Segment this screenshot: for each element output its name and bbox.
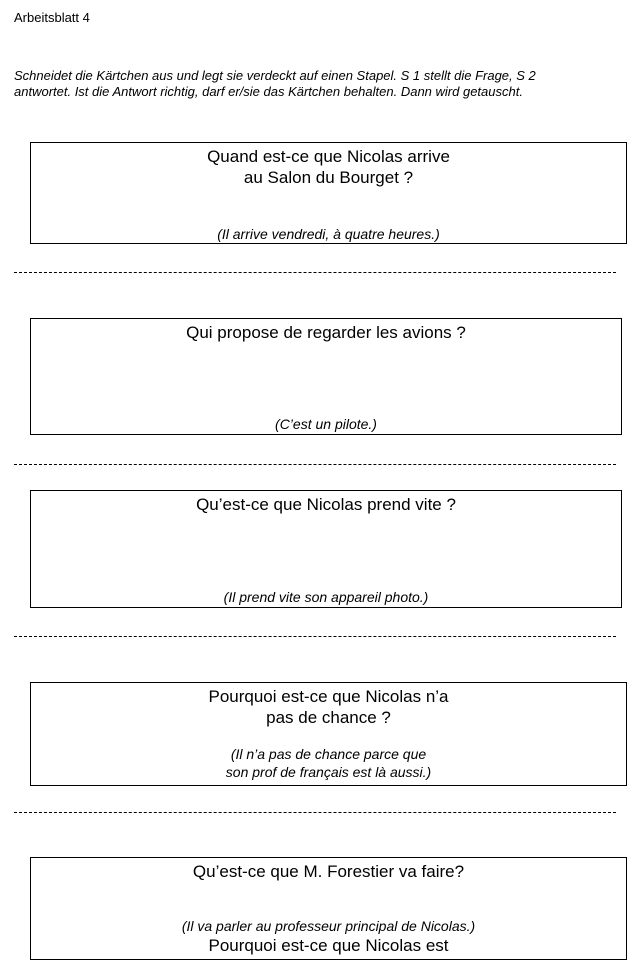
question-card-2 [30, 318, 622, 435]
question-line: pas de chance ? [266, 708, 391, 727]
card-question [31, 686, 626, 728]
question-line: Qui propose de regarder les avions ? [186, 323, 466, 342]
card-answer [31, 745, 626, 781]
instructions-line-1: Schneidet die Kärtchen aus und legt sie verdeckt auf einen Stapel. S 1 stellt die Frage, S 2 [14, 68, 536, 83]
next-card-question [31, 936, 626, 956]
question-card-5 [30, 857, 627, 960]
cut-line [14, 812, 616, 813]
card-question [31, 494, 621, 515]
answer-line: son prof de français est là aussi.) [225, 764, 432, 780]
answer-line: (Il arrive vendredi, à quatre heures.) [217, 226, 440, 242]
question-line: Quand est-ce que Nicolas arrive [207, 147, 450, 166]
question-line: Qu’est-ce que Nicolas prend vite ? [196, 495, 456, 514]
answer-line: (Il n’a pas de chance parce que [230, 746, 427, 762]
question-card-4 [30, 682, 627, 786]
card-answer [31, 917, 626, 935]
question-line: Pourquoi est-ce que Nicolas n’a [208, 687, 449, 706]
question-card-3 [30, 490, 622, 608]
card-question [31, 146, 626, 188]
answer-line: (Il va parler au professeur principal de Nicolas.) [181, 918, 476, 934]
cut-line [14, 464, 616, 465]
answer-line: (Il prend vite son appareil photo.) [223, 589, 429, 605]
instructions-line-2: antwortet. Ist die Antwort richtig, darf er/sie das Kärtchen behalten. Dann wird getauscht. [14, 84, 523, 99]
question-line: Pourquoi est-ce que Nicolas est [208, 936, 449, 955]
card-question [31, 861, 626, 882]
card-answer [31, 225, 626, 243]
cut-line [14, 636, 616, 637]
card-answer [31, 588, 621, 606]
card-answer [31, 415, 621, 433]
worksheet-title: Arbeitsblatt 4 [14, 10, 90, 25]
question-card-1 [30, 142, 627, 244]
card-question [31, 322, 621, 343]
instructions [14, 68, 614, 100]
question-line: Qu’est-ce que M. Forestier va faire? [192, 862, 465, 881]
answer-line: (C’est un pilote.) [275, 416, 377, 432]
cut-line [14, 272, 616, 273]
question-line: au Salon du Bourget ? [243, 168, 414, 187]
